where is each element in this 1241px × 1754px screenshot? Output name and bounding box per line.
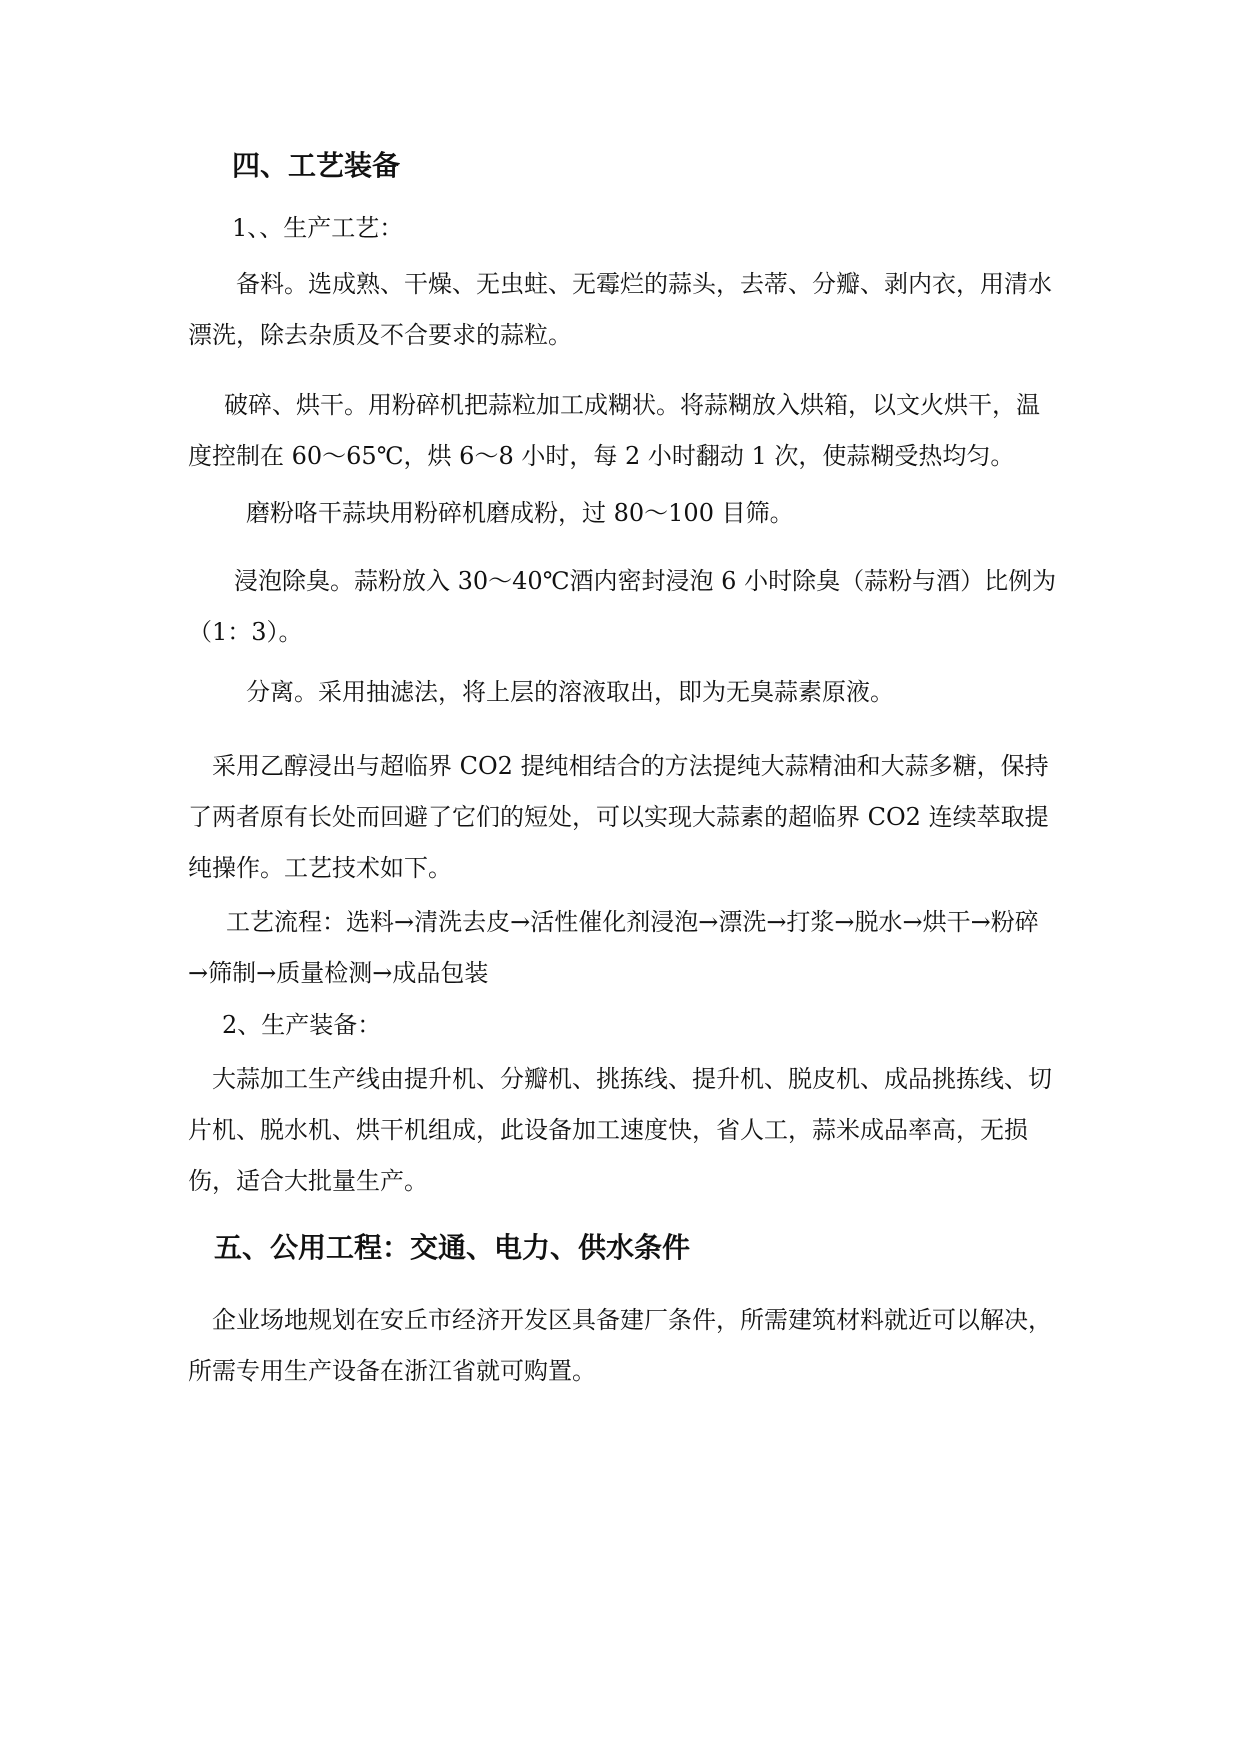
paragraph-production-line: 大蒜加工生产线由提升机、分瓣机、挑拣线、提升机、脱皮机、成品挑拣线、切片机、脱水机、烘干机组成，此设备加工速度快，省人工，蒜米成品率高，无损伤，适合大批量生产。 <box>188 1065 1052 1195</box>
subsection-production-process: 1、、生产工艺： <box>232 214 404 242</box>
paragraph-separation: 分离。采用抽滤法，将上层的溶液取出，即为无臭蒜素原液。 <box>246 678 894 706</box>
section-4-heading: 四、工艺装备 <box>232 149 401 182</box>
subsection-production-equipment: 2、生产装备： <box>222 1011 382 1039</box>
section-5-heading: 五、公用工程：交通、电力、供水条件 <box>214 1231 691 1264</box>
paragraph-crushing-drying: 破碎、烘干。用粉碎机把蒜粒加工成糊状。将蒜糊放入烘箱，以文火烘干，温度控制在 60～65℃，烘 6～8 小时，每 2 小时翻动 1 次，使蒜糊受热均匀。 <box>188 391 1040 470</box>
paragraph-preparation: 备料。选成熟、干燥、无虫蛀、无霉烂的蒜头，去蒂、分瓣、剥内衣，用清水漂洗，除去杂质及不合要求的蒜粒。 <box>188 270 1052 349</box>
paragraph-extraction-method: 采用乙醇浸出与超临界 CO2 提纯相结合的方法提纯大蒜精油和大蒜多糖，保持了两者原有长处而回避了它们的短处，可以实现大蒜素的超临界 CO2 连续萃取提纯操作。工艺技术如下。 <box>188 752 1049 882</box>
paragraph-site-planning: 企业场地规划在安丘市经济开发区具备建厂条件，所需建筑材料就近可以解决，所需专用生产设备在浙江省就可购置。 <box>188 1306 1052 1385</box>
paragraph-soaking-deodorizing: 浸泡除臭。蒜粉放入 30～40℃酒内密封浸泡 6 小时除臭（蒜粉与酒）比例为（1：3）。 <box>188 567 1057 646</box>
paragraph-grinding: 磨粉咯干蒜块用粉碎机磨成粉，过 80～100 目筛。 <box>246 499 794 527</box>
paragraph-process-flow: 工艺流程：选料→清洗去皮→活性催化剂浸泡→漂洗→打浆→脱水→烘干→粉碎→筛制→质量检测→成品包装 <box>188 908 1039 987</box>
